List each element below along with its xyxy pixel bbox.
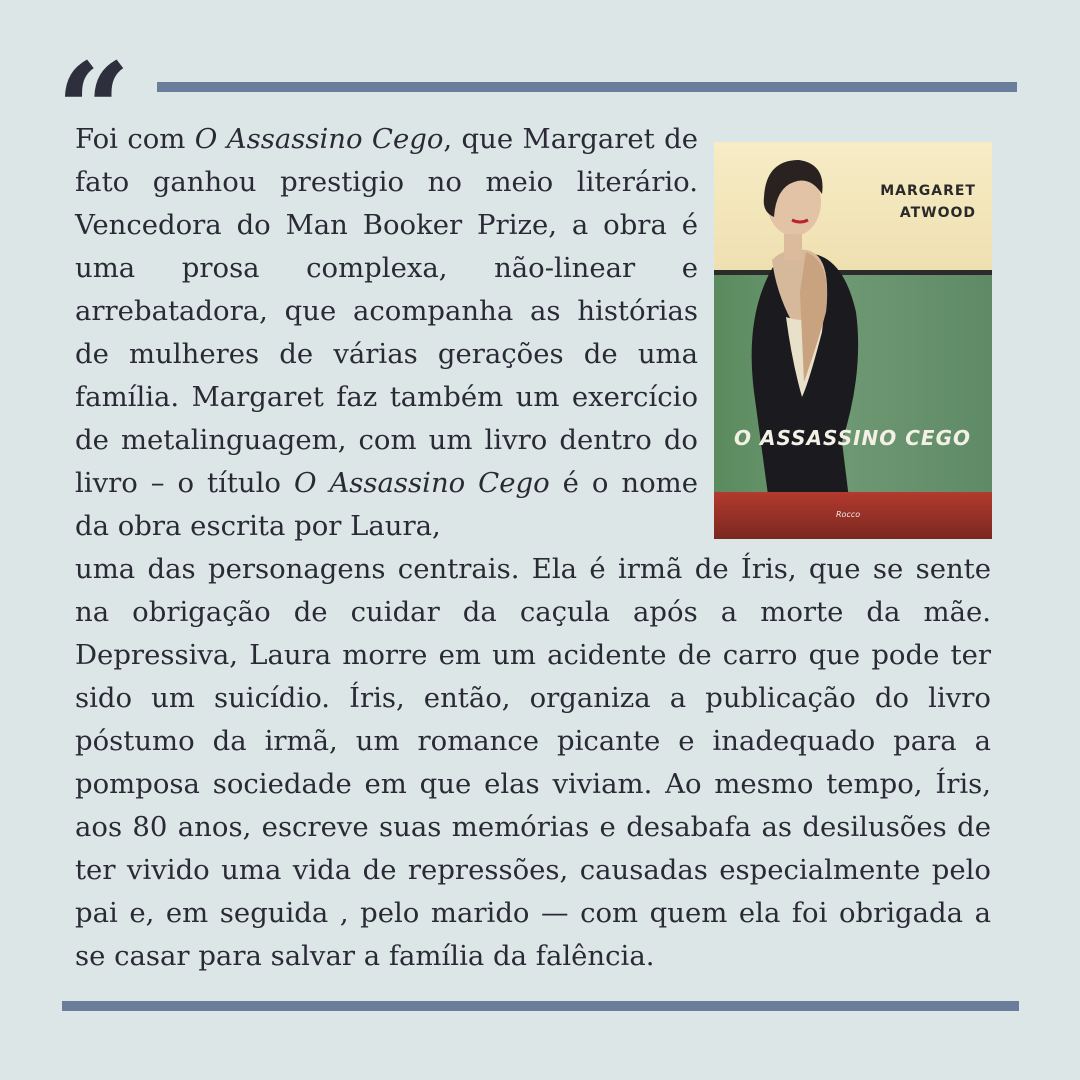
book-cover-image bbox=[714, 142, 992, 539]
book-title-italic: O Assassino Cego bbox=[194, 123, 444, 155]
intro-text-b: , que Margaret de fato ganhou prestigio no meio literário. Vencedora do Man Booker Prize, a obra é uma prosa complexa, não-linear e arrebatadora, que acompanha as histórias de mulheres de várias gerações de uma família. Margaret faz também um exercício de metalinguagem, com um livro dentro do livro – o título bbox=[75, 123, 698, 499]
bottom-divider bbox=[62, 1001, 1019, 1011]
paragraph-intro bbox=[75, 118, 698, 548]
intro-text-a: Foi com bbox=[75, 123, 195, 155]
cover-title: O ASSASSINO CEGO bbox=[734, 426, 972, 450]
cover-publisher: Rocco bbox=[836, 510, 861, 519]
text-block-bottom bbox=[75, 548, 991, 978]
cover-author-last: ATWOOD bbox=[899, 205, 976, 221]
book-title-italic-2: O Assassino Cego bbox=[293, 467, 550, 499]
intro-text-c: é o nome da obra escrita por Laura, bbox=[75, 467, 698, 542]
paragraph-continuation: uma das personagens centrais. Ela é irmã de Íris, que se sente na obrigação de cuidar da caçula após a morte da mãe. Depressiva, Laura morre em um acidente de carro que pode ter sido um suicídio. Íris, então, organiza a publicação do livro póstumo da irmã, um romance picante e inadequado para a pomposa sociedade em que elas viviam. Ao mesmo tempo, Íris, aos 80 anos, escreve suas memórias e desabafa as desilusões de ter vivido uma vida de repressões, causadas especialmente pelo pai e, em seguida , pelo marido — com quem ela foi obrigada a se casar para salvar a família da falência. bbox=[75, 553, 991, 972]
text-block-top bbox=[75, 118, 698, 548]
cover-author bbox=[880, 180, 976, 224]
quotation-mark-icon bbox=[56, 46, 125, 116]
cover-author-first: MARGARET bbox=[880, 183, 976, 199]
top-divider bbox=[157, 82, 1017, 92]
